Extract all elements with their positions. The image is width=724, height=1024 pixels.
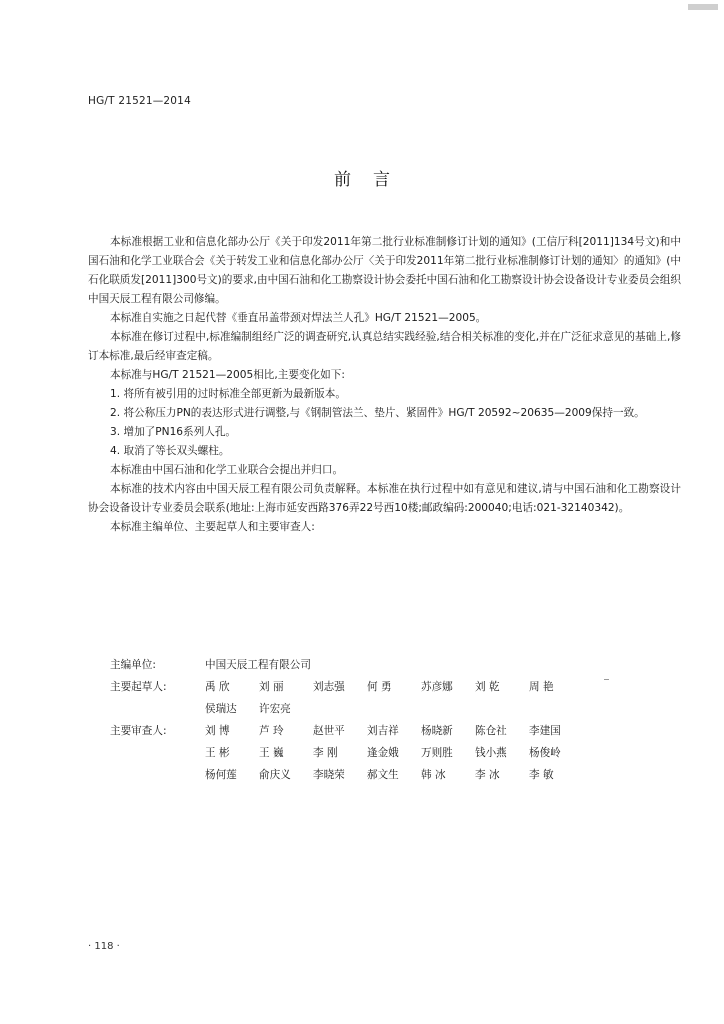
name-entry: 逢金娥 <box>367 747 399 759</box>
reviewers-label: 主要审查人: <box>110 725 167 737</box>
name-entry: 刘志强 <box>313 681 345 693</box>
drafters-label: 主要起草人: <box>110 681 167 693</box>
name-entry: 郝文生 <box>367 769 399 781</box>
scan-mark <box>604 679 609 680</box>
name-entry: 李 刚 <box>313 747 338 759</box>
reviewers-names-line-2 <box>205 742 583 764</box>
name-entry: 李晓荣 <box>313 769 345 781</box>
name-entry: 李 冰 <box>475 769 500 781</box>
drafters-names-line-2 <box>205 698 313 720</box>
name-entry: 刘 丽 <box>259 681 284 693</box>
name-entry: 钱小燕 <box>475 747 507 759</box>
name-entry: 陈仓社 <box>475 725 507 737</box>
name-entry: 杨何莲 <box>205 769 237 781</box>
paragraph-revision-process: 本标准在修订过程中,标准编制组经广泛的调查研究,认真总结实践经验,结合相关标准的变化,并在广泛征求意见的基础上,修订本标准,最后经审查定稿。 <box>88 331 681 362</box>
name-entry: 韩 冰 <box>421 769 446 781</box>
name-entry: 王 彬 <box>205 747 230 759</box>
scan-stamp <box>688 4 718 10</box>
page-number: · 118 · <box>88 941 120 952</box>
name-entry: 杨俊岭 <box>529 747 561 759</box>
reviewers-names-line-1 <box>205 720 583 742</box>
list-item-change-4: 4. 取消了等长双头螺柱。 <box>110 445 230 457</box>
name-entry: 王 巍 <box>259 747 284 759</box>
name-entry: 刘吉祥 <box>367 725 399 737</box>
name-entry: 赵世平 <box>313 725 345 737</box>
name-entry: 万则胜 <box>421 747 453 759</box>
name-entry: 苏彦娜 <box>421 681 453 693</box>
name-entry: 俞庆义 <box>259 769 291 781</box>
paragraph-basis: 本标准根据工业和信息化部办公厅《关于印发2011年第二批行业标准制修订计划的通知》(工信厅科[2011]134号文)和中国石油和化学工业联合会《关于转发工业和信息化部办公厅〈关于印发2011年第二批行业标准制修订计划的通知〉的通知》(中石化联质发[2011]300号文)的要求,由中国石油和化工勘察设计协会委托中国石油和化工勘察设计协会设备设计专业委员会组织中国天辰工程有限公司修编。 <box>88 236 681 305</box>
name-entry: 刘 乾 <box>475 681 500 693</box>
name-entry: 李 敏 <box>529 769 554 781</box>
paragraph-interpretation: 本标准的技术内容由中国天辰工程有限公司负责解释。本标准在执行过程中如有意见和建议,请与中国石油和化工勘察设计协会设备设计专业委员会联系(地址:上海市延安西路376弄22号西10楼;邮政编码:200040;电话:021-32140342)。 <box>88 483 681 514</box>
name-entry: 杨晓新 <box>421 725 453 737</box>
foreword-body <box>88 233 681 537</box>
name-entry: 许宏亮 <box>259 703 291 715</box>
list-item-change-2: 2. 将公称压力PN的表达形式进行调整,与《钢制管法兰、垫片、紧固件》HG/T 20592~20635—2009保持一致。 <box>110 407 645 419</box>
paragraph-changes-intro: 本标准与HG/T 21521—2005相比,主要变化如下: <box>110 369 345 381</box>
document-code: HG/T 21521—2014 <box>88 95 191 107</box>
name-entry: 何 勇 <box>367 681 392 693</box>
paragraph-proposer: 本标准由中国石油和化学工业联合会提出并归口。 <box>110 464 344 476</box>
reviewers-names-line-3 <box>205 764 583 786</box>
editor-value: 中国天辰工程有限公司 <box>205 659 311 671</box>
list-item-change-3: 3. 增加了PN16系列人孔。 <box>110 426 237 438</box>
paragraph-credits-intro: 本标准主编单位、主要起草人和主要审查人: <box>110 521 315 533</box>
list-item-change-1: 1. 将所有被引用的过时标准全部更新为最新版本。 <box>110 388 346 400</box>
drafters-names-line-1 <box>205 676 583 698</box>
name-entry: 芦 玲 <box>259 725 284 737</box>
name-entry: 周 艳 <box>529 681 554 693</box>
paragraph-replaces: 本标准自实施之日起代替《垂直吊盖带颈对焊法兰人孔》HG/T 21521—2005。 <box>110 312 487 324</box>
page-title: 前言 <box>334 170 412 190</box>
name-entry: 侯瑞达 <box>205 703 237 715</box>
name-entry: 刘 博 <box>205 725 230 737</box>
editor-label: 主编单位: <box>110 659 156 671</box>
name-entry: 禹 欣 <box>205 681 230 693</box>
name-entry: 李建国 <box>529 725 561 737</box>
